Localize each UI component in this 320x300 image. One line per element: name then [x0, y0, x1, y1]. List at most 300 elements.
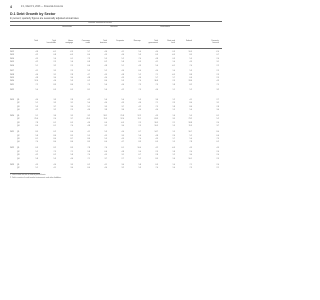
table-cell: 2.4: [189, 150, 192, 153]
table-cell: 3.9: [70, 163, 73, 166]
column-header: State and local: [167, 40, 175, 45]
table-cell: 3.0: [70, 77, 73, 79]
table-cell: 16.5: [154, 121, 158, 124]
table-cell: 6.5: [70, 89, 73, 92]
table-cell: 5.3: [104, 131, 107, 134]
table-cell: 73.2: [188, 118, 192, 121]
table-cell: 8.2: [189, 83, 192, 86]
table-cell: 5.7: [87, 51, 90, 53]
table-cell: 8.9: [87, 141, 90, 144]
table-cell: 4.2: [35, 154, 38, 157]
table-cell: 4.3: [138, 64, 141, 67]
table-cell: 4.2: [155, 147, 158, 150]
table-cell: 3.5: [70, 115, 73, 117]
table-cell: 4.2: [87, 98, 90, 101]
table-cell: 7.1: [189, 163, 192, 166]
table-cell: 4.9: [35, 163, 38, 166]
table-cell: 1.8: [172, 83, 175, 86]
quarterly-row: [10, 167, 222, 170]
table-cell: 7.2: [35, 83, 38, 86]
table-cell: 4.4: [155, 109, 158, 111]
table-cell: 18.1: [103, 115, 107, 117]
table-cell: 5.2: [138, 157, 141, 160]
table-cell: 2.6: [216, 150, 219, 153]
row-year-label: 2023: [10, 163, 14, 166]
row-year-label: 2019: [10, 77, 14, 79]
table-cell: 4.8: [87, 77, 90, 79]
table-cell: 8.7: [70, 138, 73, 140]
table-cell: -0.5: [171, 73, 175, 76]
table-cell: 0.8: [53, 54, 56, 57]
table-cell: 1.4: [172, 167, 175, 169]
table-cell: 3.2: [53, 64, 56, 67]
group-domestic-nonfinancial: Domestic nonfinancial sectors: [88, 22, 112, 24]
table-cell: 2.0: [216, 121, 219, 124]
table-cell: 12.4: [120, 118, 124, 121]
table-cell: 6.4: [35, 125, 38, 128]
table-cell: 5.1: [35, 64, 38, 67]
row-year-label: 2017: [10, 70, 14, 73]
table-cell: 7.5: [53, 150, 56, 153]
quarterly-row: [10, 141, 222, 144]
table-cell: 6.9: [138, 61, 141, 64]
table-cell: 3.7: [53, 105, 56, 108]
table-cell: 0.3: [172, 57, 175, 60]
table-cell: 4.1: [121, 51, 124, 53]
table-cell: 1.2: [172, 154, 175, 157]
table-cell: 6.0: [138, 70, 141, 73]
table-cell: 1.8: [172, 150, 175, 153]
table-cell: 3.4: [121, 125, 124, 128]
table-cell: 7.0: [35, 141, 38, 144]
table-cell: 8.1: [87, 89, 90, 92]
row-quarter-label: Q2: [17, 134, 20, 137]
row-year-label: 2022: [10, 89, 14, 92]
row-quarter-label: Q2: [17, 102, 20, 105]
table-cell: 2.3: [172, 102, 175, 105]
column-header: Consumer credit: [81, 40, 90, 45]
table-cell: 3.2: [53, 109, 56, 111]
table-cell: 7.3: [87, 57, 90, 60]
table-cell: 5.0: [87, 102, 90, 105]
group-government: Government: [160, 26, 170, 28]
table-cell: 2.3: [172, 80, 175, 83]
table-cell: 8.6: [104, 80, 107, 83]
quarterly-row: [10, 109, 222, 112]
table-cell: 5.6: [138, 134, 141, 137]
row-year-label: 2014: [10, 57, 14, 60]
table-cell: 3.4: [53, 77, 56, 79]
table-cell: 2.4: [216, 154, 219, 157]
table-cell: 4.4: [121, 131, 124, 134]
table-cell: 5.4: [138, 51, 141, 53]
table-cell: 3.1: [53, 73, 56, 76]
table-cell: 6.0: [87, 54, 90, 57]
table-cell: 8.9: [70, 134, 73, 137]
table-cell: 6.7: [138, 154, 141, 157]
table-subtitle: In percent; quarterly figures are seasonally adjusted annual rates: [10, 17, 79, 20]
table-cell: 9.8: [87, 150, 90, 153]
table-cell: 4.0: [104, 167, 107, 169]
table-cell: 1.5: [172, 131, 175, 134]
table-cell: 4.9: [189, 147, 192, 150]
table-cell: 8.3: [138, 141, 141, 144]
table-cell: 6.6: [216, 134, 219, 137]
table-cell: 16.7: [188, 131, 192, 134]
table-cell: 18.8: [188, 121, 192, 124]
table-cell: 7.1: [155, 73, 158, 76]
table-cell: 7.5: [155, 105, 158, 108]
table-cell: 10.0: [137, 147, 141, 150]
table-cell: 3.5: [172, 118, 175, 121]
table-cell: 7.8: [189, 141, 192, 144]
table-cell: 7.1: [155, 102, 158, 105]
table-cell: 8.9: [155, 157, 158, 160]
table-cell: 8.4: [216, 131, 219, 134]
column-header: Total government: [148, 40, 158, 45]
table-cell: 36.8: [154, 80, 158, 83]
table-cell: 8.9: [35, 131, 38, 134]
table-cell: 4.1: [87, 131, 90, 134]
table-cell: 21.8: [120, 115, 124, 117]
table-cell: 4.4: [104, 102, 107, 105]
table-cell: 6.1: [121, 147, 124, 150]
table-cell: 2.4: [53, 118, 56, 121]
table-cell: 7.9: [87, 83, 90, 86]
table-cell: 1.5: [172, 141, 175, 144]
row-quarter-label: Q3: [17, 138, 20, 140]
table-cell: 2.3: [216, 73, 219, 76]
table-cell: 4.3: [121, 77, 124, 79]
table-cell: 4.6: [138, 77, 141, 79]
table-cell: 3.7: [104, 157, 107, 160]
table-cell: 4.6: [121, 54, 124, 57]
table-cell: 5.6: [104, 83, 107, 86]
table-cell: 7.9: [189, 167, 192, 169]
table-cell: 4.6: [87, 109, 90, 111]
table-cell: 9.5: [87, 134, 90, 137]
table-cell: 7.9: [138, 89, 141, 92]
table-cell: 2.6: [172, 134, 175, 137]
table-cell: 1.7: [172, 77, 175, 79]
row-year-label: 2021: [10, 131, 14, 134]
table-cell: 5.5: [87, 70, 90, 73]
table-cell: 2.5: [70, 64, 73, 67]
table-cell: 5.6: [104, 98, 107, 101]
table-cell: -0.1: [52, 51, 56, 53]
table-cell: 11.1: [137, 118, 141, 121]
table-cell: 3.7: [121, 105, 124, 108]
table-cell: 3.8: [104, 109, 107, 111]
table-cell: 2.9: [138, 125, 141, 128]
table-cell: 6.6: [189, 77, 192, 79]
table-cell: -2.4: [215, 51, 219, 53]
table-cell: 4.6: [155, 89, 158, 92]
table-cell: 4.6: [121, 83, 124, 86]
table-cell: 4.2: [35, 109, 38, 111]
table-title: D.1 Debt Growth by Sector: [10, 12, 56, 16]
column-header: Domestic financial: [211, 40, 219, 45]
table-cell: 3.4: [70, 167, 73, 169]
table-cell: 4.8: [121, 150, 124, 153]
table-cell: 7.3: [155, 83, 158, 86]
footnote: 2. Debt consists of credit market instruments and other liabilities.: [10, 177, 62, 180]
row-year-label: 2012: [10, 51, 14, 53]
table-cell: 3.1: [216, 61, 219, 64]
table-cell: 6.3: [155, 163, 158, 166]
table-cell: 2.7: [216, 98, 219, 101]
table-cell: 4.1: [189, 98, 192, 101]
table-cell: 6.1: [53, 125, 56, 128]
table-cell: 7.9: [216, 138, 219, 140]
table-cell: 6.3: [155, 54, 158, 57]
table-cell: 5.3: [138, 167, 141, 169]
table-cell: 2.8: [70, 98, 73, 101]
table-cell: 10.5: [154, 125, 158, 128]
table-cell: 4.1: [155, 61, 158, 64]
table-cell: 3.7: [70, 118, 73, 121]
table-cell: 4.8: [155, 134, 158, 137]
row-quarter-label: Q3: [17, 154, 20, 157]
table-cell: 4.8: [35, 51, 38, 53]
table-cell: -0.3: [171, 147, 175, 150]
table-cell: 8.2: [53, 147, 56, 150]
table-cell: 14.7: [154, 131, 158, 134]
table-cell: 5.9: [138, 98, 141, 101]
table-cell: 6.4: [70, 131, 73, 134]
table-cell: 5.2: [104, 70, 107, 73]
table-cell: 3.5: [53, 70, 56, 73]
table-cell: 7.6: [104, 147, 107, 150]
row-quarter-label: Q4: [17, 157, 20, 160]
table-cell: 2.8: [216, 105, 219, 108]
table-cell: 8.6: [53, 134, 56, 137]
row-quarter-label: Q4: [17, 109, 20, 111]
row-year-label: 2018: [10, 73, 14, 76]
table-cell: 12.2: [137, 115, 141, 117]
table-cell: 5.9: [104, 57, 107, 60]
table-cell: 0.1: [70, 57, 73, 60]
running-head: Z.1, March 9, 2023 — Financial Accounts: [21, 6, 64, 8]
row-year-label: 2016: [10, 64, 14, 67]
row-quarter-label: Q1: [17, 115, 20, 117]
row-quarter-label: Q1: [17, 131, 20, 134]
table-cell: 4.5: [104, 154, 107, 157]
table-cell: 5.1: [35, 102, 38, 105]
table-cell: 3.2: [216, 89, 219, 92]
table-cell: 6.0: [104, 141, 107, 144]
table-cell: -11.9: [86, 118, 90, 121]
table-cell: 1.8: [172, 105, 175, 108]
table-cell: 2.4: [216, 163, 219, 166]
table-cell: 4.4: [155, 70, 158, 73]
table-cell: 1.0: [172, 70, 175, 73]
row-quarter-label: Q4: [17, 141, 20, 144]
row-year-label: 2022: [10, 147, 14, 150]
table-cell: 5.8: [138, 163, 141, 166]
table-cell: 2.1: [172, 121, 175, 124]
table-cell: 2.9: [70, 109, 73, 111]
table-cell: 4.6: [104, 51, 107, 53]
row-year-label: 2015: [10, 61, 14, 64]
table-cell: 3.9: [121, 134, 124, 137]
table-cell: 1.5: [172, 109, 175, 111]
table-cell: 4.9: [155, 115, 158, 117]
table-cell: 5.2: [189, 134, 192, 137]
row-quarter-label: Q1: [17, 98, 20, 101]
column-header: Home mortgage: [65, 40, 73, 45]
table-cell: 1.9: [172, 125, 175, 128]
table-cell: 5.2: [121, 57, 124, 60]
table-cell: 3.2: [104, 125, 107, 128]
table-cell: 1.1: [172, 89, 175, 92]
table-cell: 6.9: [155, 141, 158, 144]
table-cell: 5.2: [35, 150, 38, 153]
table-cell: 9.1: [35, 115, 38, 117]
table-cell: 4.9: [104, 73, 107, 76]
table-cell: 4.3: [216, 80, 219, 83]
table-cell: 6.2: [104, 61, 107, 64]
table-cell: 5.8: [35, 134, 38, 137]
table-cell: 8.6: [70, 83, 73, 86]
table-cell: 5.0: [189, 109, 192, 111]
table-cell: 3.6: [155, 98, 158, 101]
table-cell: 8.3: [53, 83, 56, 86]
row-year-label: 2013: [10, 54, 14, 57]
table-cell: 3.1: [121, 154, 124, 157]
table-cell: 4.2: [121, 89, 124, 92]
table-cell: 5.3: [35, 105, 38, 108]
table-cell: 4.8: [35, 77, 38, 79]
table-cell: 7.1: [70, 150, 73, 153]
table-cell: 3.2: [121, 167, 124, 169]
table-cell: 4.3: [121, 102, 124, 105]
table-cell: 4.6: [53, 80, 56, 83]
table-cell: 4.8: [87, 125, 90, 128]
table-cell: 2.8: [70, 73, 73, 76]
table-cell: 7.3: [138, 83, 141, 86]
table-cell: 5.3: [189, 70, 192, 73]
annual-row: [10, 84, 222, 87]
table-cell: 2.9: [216, 77, 219, 79]
table-cell: 6.4: [87, 167, 90, 169]
table-cell: 8.0: [189, 102, 192, 105]
table-cell: 3.5: [53, 102, 56, 105]
table-cell: 4.5: [35, 57, 38, 60]
table-cell: -2.3: [69, 51, 73, 53]
table-cell: 5.1: [87, 105, 90, 108]
table-cell: 4.2: [138, 105, 141, 108]
table-cell: 5.2: [138, 73, 141, 76]
table-cell: 7.8: [87, 147, 90, 150]
table-cell: 5.1: [121, 64, 124, 67]
table-cell: 7.4: [87, 154, 90, 157]
table-cell: 4.1: [104, 163, 107, 166]
table-cell: 10.1: [188, 157, 192, 160]
table-cell: 2.3: [155, 150, 158, 153]
table-cell: 9.4: [138, 150, 141, 153]
table-cell: 5.4: [121, 98, 124, 101]
group-business: Business: [110, 26, 118, 28]
table-cell: 8.4: [53, 138, 56, 140]
table-cell: 4.6: [87, 121, 90, 124]
table-cell: 4.6: [35, 73, 38, 76]
row-year-label: 2020: [10, 115, 14, 117]
table-cell: 5.9: [189, 57, 192, 60]
table-cell: 8.8: [189, 73, 192, 76]
table-cell: 3.0: [189, 154, 192, 157]
table-cell: 1.7: [172, 138, 175, 140]
group-households: Households: [62, 26, 72, 28]
table-cell: 33.6: [188, 80, 192, 83]
column-header: Total business: [99, 40, 107, 45]
table-cell: 2.9: [216, 157, 219, 160]
table-cell: 6.2: [216, 141, 219, 144]
table-cell: 2.0: [216, 57, 219, 60]
row-quarter-label: Q2: [17, 167, 20, 169]
table-cell: 5.2: [216, 118, 219, 121]
table-cell: 4.9: [121, 138, 124, 140]
table-cell: 4.4: [53, 163, 56, 166]
table-cell: -0.9: [120, 121, 124, 124]
table-cell: 4.6: [138, 102, 141, 105]
table-cell: 5.3: [138, 54, 141, 57]
table-cell: 6.6: [87, 64, 90, 67]
table-cell: 7.0: [138, 57, 141, 60]
table-cell: 3.4: [70, 105, 73, 108]
table-cell: 2.5: [138, 121, 141, 124]
table-cell: 4.9: [189, 61, 192, 64]
table-cell: 6.1: [53, 121, 56, 124]
table-cell: 6.5: [70, 121, 73, 124]
row-quarter-label: Q3: [17, 121, 20, 124]
table-cell: 7.4: [138, 80, 141, 83]
table-cell: 3.1: [216, 102, 219, 105]
table-cell: 4.2: [35, 61, 38, 64]
table-cell: 2.1: [216, 167, 219, 169]
row-quarter-label: Q2: [17, 118, 20, 121]
column-header: Total: [34, 40, 38, 42]
table-cell: 5.4: [189, 138, 192, 140]
table-cell: 6.2: [87, 163, 90, 166]
table-cell: 5.1: [35, 167, 38, 169]
table-cell: 11.9: [103, 118, 107, 121]
table-cell: 3.1: [70, 102, 73, 105]
table-cell: 6.2: [53, 131, 56, 134]
table-cell: 4.1: [53, 167, 56, 169]
table-cell: 4.4: [155, 51, 158, 53]
table-cell: 5.3: [53, 157, 56, 160]
table-cell: 0.2: [87, 80, 90, 83]
table-cell: 5.8: [70, 154, 73, 157]
table-cell: 2.2: [216, 64, 219, 67]
table-cell: 7.0: [155, 167, 158, 169]
column-header: Corporate: [116, 40, 124, 42]
table-cell: 5.8: [121, 61, 124, 64]
table-cell: 4.0: [138, 109, 141, 111]
table-cell: 6.9: [53, 89, 56, 92]
table-cell: 3.0: [121, 163, 124, 166]
table-cell: 7.5: [216, 83, 219, 86]
table-cell: 5.6: [104, 89, 107, 92]
table-cell: 1.4: [53, 57, 56, 60]
table-cell: 4.7: [121, 141, 124, 144]
table-cell: -0.1: [171, 64, 175, 67]
table-cell: 8.6: [70, 141, 73, 144]
table-cell: 2.8: [155, 154, 158, 157]
row-quarter-label: Q2: [17, 150, 20, 153]
table-cell: 4.6: [70, 157, 73, 160]
